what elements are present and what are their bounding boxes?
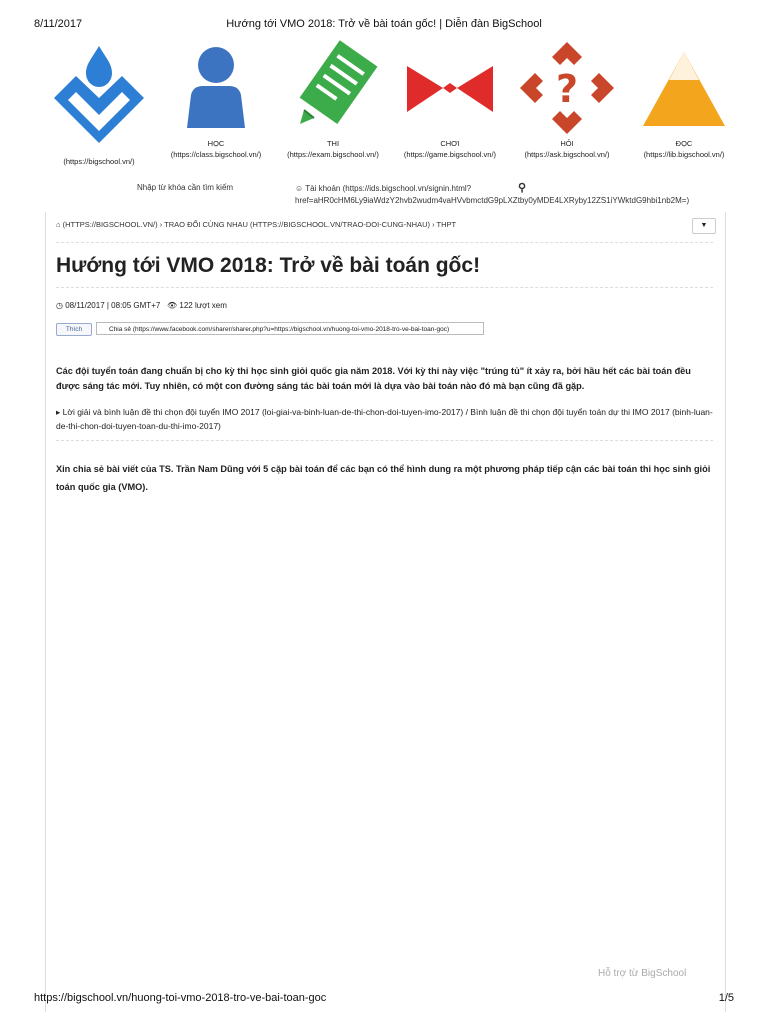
caret-right-icon: ▸ [56, 407, 63, 417]
related-articles[interactable] [56, 405, 716, 433]
nav-link-hoi: (https://ask.bigschool.vn/) [524, 150, 610, 159]
eye-icon: 👁 [166, 301, 180, 310]
student-icon [161, 40, 271, 135]
account-link[interactable] [295, 183, 725, 207]
related-links[interactable]: Lời giải và bình luận đề thi chọn đội tuyển IMO 2017 (loi-giai-va-binh-luan-de-thi-chon-doi-tuyen-imo-2017) / Bình luận đề thi chọn đội tuyển toán dự thi IMO 2017 (binh-luan-de-thi-chon-doi-tuyen-toan-du-thi-imo-2017) [56, 407, 713, 431]
user-icon: ☺ [295, 184, 306, 193]
nav-item-hoc[interactable] [157, 40, 275, 159]
nav-logo-bigschool[interactable] [40, 40, 158, 166]
clock-icon: ◷ [56, 301, 66, 310]
bigschool-logo-icon [44, 40, 154, 155]
svg-text:?: ? [555, 67, 579, 111]
nav-link-thi: (https://exam.bigschool.vn/) [287, 150, 379, 159]
home-icon: ⌂ [56, 220, 63, 229]
article-date: 08/11/2017 | 08:05 GMT+7 [65, 301, 161, 310]
nav-item-hoi[interactable] [508, 40, 626, 159]
page-title: Hướng tới VMO 2018: Trở về bài toán gốc! [56, 254, 481, 277]
exam-pencil-icon [278, 40, 388, 135]
article-meta [56, 301, 227, 310]
print-page-title: Hướng tới VMO 2018: Trở về bài toán gốc! | Diễn đàn BigSchool [226, 18, 542, 30]
print-date: 8/11/2017 [34, 18, 83, 30]
library-triangle-icon [629, 40, 739, 135]
nav-label-choi: CHƠI [440, 139, 460, 148]
question-icon [512, 40, 622, 135]
game-bowtie-icon [395, 40, 505, 135]
search-icon[interactable]: ⚲ [518, 182, 527, 194]
breadcrumb-text: (HTTPS://BIGSCHOOL.VN/) › TRAO ĐỔI CÙNG NHAU (HTTPS://BIGSCHOOL.VN/TRAO-DOI-CUNG-NHAU) › THPT [62, 220, 457, 229]
article-body-lead: Xin chia sẻ bài viết của TS. Trần Nam Dũng với 5 cặp bài toán để các bạn có thể hình dung ra một phương pháp tiếp cận các bài toán thi học sinh giỏi toán quốc gia (VMO). [56, 464, 711, 492]
share-button[interactable]: Chia sẻ (https://www.facebook.com/sharer/sharer.php?u=https://bigschool.vn/huong-toi-vmo-2018-tro-ve-bai-toan-goc) [96, 322, 484, 335]
nav-label-hoi: HỎI [560, 139, 574, 148]
print-url: https://bigschool.vn/huong-toi-vmo-2018-tro-ve-bai-toan-goc [34, 992, 327, 1004]
account-label: Tài khoản (https://ids.bigschool.vn/signin.html?href=aHR0cHM6Ly9iaWdzY2hvb2wudm4vaHVvbmctdG9pLXZtby0yMDE4LXRyby12ZS1iYWktdG9hbi1nb2M=) [295, 184, 690, 205]
nav-logo-link: (https://bigschool.vn/) [63, 157, 135, 166]
chevron-down-icon: ▼ [700, 222, 708, 229]
search-bar [40, 181, 740, 211]
nav-item-choi[interactable] [391, 40, 509, 159]
nav-link-doc: (https://lib.bigschool.vn/) [643, 150, 725, 159]
article-intro: Các đội tuyển toán đang chuẩn bị cho kỳ thi học sinh giỏi quốc gia năm 2018. Với kỳ thi này việc "trúng tủ" ít xảy ra, bởi hầu hết các bài toán đều được sáng tác mới. Tuy nhiên, có một con đường sáng tác bài toán mới là dựa vào bài toán nào đó mà bạn cũng đã gặp. [56, 366, 691, 391]
print-header [0, 0, 768, 30]
page-number: 1/5 [718, 992, 734, 1004]
nav-label-thi: THI [326, 139, 340, 148]
divider [56, 287, 713, 288]
nav-link-hoc: (https://class.bigschool.vn/) [170, 150, 262, 159]
nav-item-doc[interactable] [625, 40, 743, 159]
nav-item-thi[interactable] [274, 40, 392, 159]
like-button[interactable]: Thích [56, 323, 92, 336]
divider [56, 440, 713, 441]
article-container [45, 212, 726, 1012]
breadcrumb[interactable] [56, 220, 456, 229]
top-navigation [40, 40, 740, 170]
nav-label-doc: ĐỌC [675, 139, 693, 148]
divider [56, 242, 713, 243]
dropdown-button[interactable] [692, 218, 716, 234]
support-widget[interactable]: Hỗ trợ từ BigSchool [598, 968, 687, 979]
search-input[interactable]: Nhập từ khóa cần tìm kiếm [137, 183, 234, 192]
nav-label-hoc: HỌC [207, 139, 225, 148]
view-count: 122 lượt xem [179, 301, 227, 310]
nav-link-choi: (https://game.bigschool.vn/) [403, 150, 497, 159]
